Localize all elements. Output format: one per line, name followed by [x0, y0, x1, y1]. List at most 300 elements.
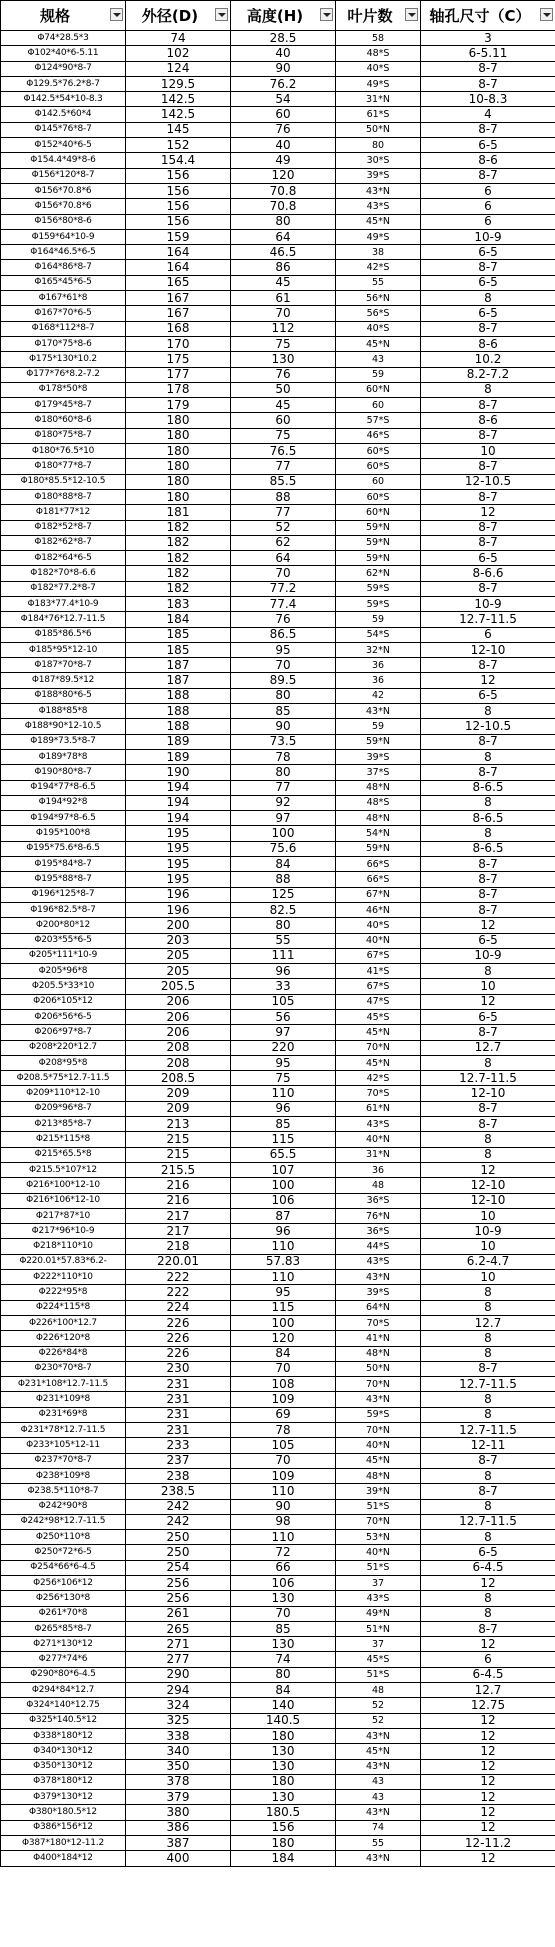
cell-spec[interactable]: Φ152*40*6-5	[1, 138, 126, 153]
cell-outer-diameter[interactable]: 231	[126, 1392, 231, 1407]
cell-height[interactable]: 115	[231, 1300, 336, 1315]
cell-outer-diameter[interactable]: 256	[126, 1591, 231, 1606]
cell-blade-count[interactable]: 37*S	[336, 765, 421, 780]
cell-spec[interactable]: Φ294*84*12.7	[1, 1683, 126, 1698]
cell-shaft-hole[interactable]: 8-6.5	[421, 841, 555, 856]
cell-height[interactable]: 110	[231, 1530, 336, 1545]
filter-dropdown-icon[interactable]	[540, 8, 553, 21]
cell-blade-count[interactable]: 70*S	[336, 1086, 421, 1101]
cell-height[interactable]: 77.2	[231, 581, 336, 596]
cell-spec[interactable]: Φ156*70.8*6	[1, 199, 126, 214]
cell-height[interactable]: 84	[231, 857, 336, 872]
cell-outer-diameter[interactable]: 231	[126, 1407, 231, 1422]
cell-blade-count[interactable]: 66*S	[336, 857, 421, 872]
cell-spec[interactable]: Φ215*115*8	[1, 1132, 126, 1147]
cell-blade-count[interactable]: 67*S	[336, 948, 421, 963]
cell-blade-count[interactable]: 60*N	[336, 382, 421, 397]
cell-height[interactable]: 66	[231, 1560, 336, 1575]
cell-spec[interactable]: Φ226*100*12.7	[1, 1315, 126, 1330]
cell-shaft-hole[interactable]: 6	[421, 1652, 555, 1667]
cell-outer-diameter[interactable]: 215.5	[126, 1162, 231, 1177]
cell-shaft-hole[interactable]: 12	[421, 918, 555, 933]
cell-height[interactable]: 70	[231, 1361, 336, 1376]
cell-spec[interactable]: Φ222*95*8	[1, 1285, 126, 1300]
cell-height[interactable]: 74	[231, 1652, 336, 1667]
cell-outer-diameter[interactable]: 129.5	[126, 76, 231, 91]
cell-shaft-hole[interactable]: 12	[421, 505, 555, 520]
cell-outer-diameter[interactable]: 156	[126, 168, 231, 183]
cell-spec[interactable]: Φ182*64*6-5	[1, 551, 126, 566]
cell-blade-count[interactable]: 43*N	[336, 1851, 421, 1866]
cell-blade-count[interactable]: 39*S	[336, 168, 421, 183]
cell-height[interactable]: 57.83	[231, 1254, 336, 1269]
cell-shaft-hole[interactable]: 12.7-11.5	[421, 1377, 555, 1392]
cell-shaft-hole[interactable]: 6-5	[421, 933, 555, 948]
cell-blade-count[interactable]: 43*N	[336, 1392, 421, 1407]
cell-shaft-hole[interactable]: 12	[421, 1713, 555, 1728]
cell-height[interactable]: 70	[231, 306, 336, 321]
cell-spec[interactable]: Φ290*80*6-4.5	[1, 1667, 126, 1682]
cell-spec[interactable]: Φ208*220*12.7	[1, 1040, 126, 1055]
cell-height[interactable]: 40	[231, 138, 336, 153]
cell-outer-diameter[interactable]: 181	[126, 505, 231, 520]
cell-spec[interactable]: Φ124*90*8-7	[1, 61, 126, 76]
cell-spec[interactable]: Φ217*87*10	[1, 1208, 126, 1223]
cell-spec[interactable]: Φ194*92*8	[1, 795, 126, 810]
cell-blade-count[interactable]: 40*N	[336, 1438, 421, 1453]
cell-shaft-hole[interactable]: 8-6.5	[421, 811, 555, 826]
cell-shaft-hole[interactable]: 10-9	[421, 1224, 555, 1239]
cell-shaft-hole[interactable]: 6-5.11	[421, 46, 555, 61]
cell-height[interactable]: 180.5	[231, 1805, 336, 1820]
cell-height[interactable]: 45	[231, 275, 336, 290]
cell-height[interactable]: 95	[231, 642, 336, 657]
cell-height[interactable]: 64	[231, 229, 336, 244]
cell-blade-count[interactable]: 54*N	[336, 826, 421, 841]
cell-height[interactable]: 65.5	[231, 1147, 336, 1162]
cell-height[interactable]: 46.5	[231, 245, 336, 260]
cell-shaft-hole[interactable]: 6	[421, 627, 555, 642]
cell-outer-diameter[interactable]: 182	[126, 535, 231, 550]
cell-blade-count[interactable]: 43*N	[336, 1805, 421, 1820]
cell-shaft-hole[interactable]: 12.7-11.5	[421, 1514, 555, 1529]
cell-height[interactable]: 130	[231, 352, 336, 367]
cell-height[interactable]: 115	[231, 1132, 336, 1147]
cell-blade-count[interactable]: 48*N	[336, 1346, 421, 1361]
cell-blade-count[interactable]: 48*N	[336, 780, 421, 795]
cell-spec[interactable]: Φ182*77.2*8-7	[1, 581, 126, 596]
cell-blade-count[interactable]: 59	[336, 719, 421, 734]
cell-shaft-hole[interactable]: 8	[421, 704, 555, 719]
cell-spec[interactable]: Φ180*88*8-7	[1, 489, 126, 504]
cell-spec[interactable]: Φ142.5*60*4	[1, 107, 126, 122]
cell-spec[interactable]: Φ378*180*12	[1, 1774, 126, 1789]
cell-blade-count[interactable]: 56*N	[336, 291, 421, 306]
cell-blade-count[interactable]: 36	[336, 1162, 421, 1177]
cell-spec[interactable]: Φ195*75.6*8-6.5	[1, 841, 126, 856]
cell-spec[interactable]: Φ164*86*8-7	[1, 260, 126, 275]
cell-shaft-hole[interactable]: 8-7	[421, 76, 555, 91]
cell-height[interactable]: 78	[231, 749, 336, 764]
cell-shaft-hole[interactable]: 6-5	[421, 138, 555, 153]
cell-outer-diameter[interactable]: 184	[126, 612, 231, 627]
cell-height[interactable]: 156	[231, 1820, 336, 1835]
cell-outer-diameter[interactable]: 209	[126, 1101, 231, 1116]
cell-height[interactable]: 98	[231, 1514, 336, 1529]
cell-spec[interactable]: Φ220.01*57.83*6.2-	[1, 1254, 126, 1269]
cell-blade-count[interactable]: 49*S	[336, 76, 421, 91]
cell-height[interactable]: 84	[231, 1346, 336, 1361]
cell-blade-count[interactable]: 57*S	[336, 413, 421, 428]
cell-shaft-hole[interactable]: 8	[421, 1606, 555, 1621]
cell-spec[interactable]: Φ74*28.5*3	[1, 31, 126, 46]
cell-height[interactable]: 96	[231, 1101, 336, 1116]
cell-height[interactable]: 75	[231, 336, 336, 351]
cell-blade-count[interactable]: 48	[336, 1178, 421, 1193]
cell-blade-count[interactable]: 37	[336, 1575, 421, 1590]
cell-outer-diameter[interactable]: 224	[126, 1300, 231, 1315]
cell-shaft-hole[interactable]: 10-9	[421, 229, 555, 244]
cell-shaft-hole[interactable]: 8-7	[421, 734, 555, 749]
cell-spec[interactable]: Φ231*108*12.7-11.5	[1, 1377, 126, 1392]
cell-outer-diameter[interactable]: 177	[126, 367, 231, 382]
cell-blade-count[interactable]: 31*N	[336, 92, 421, 107]
cell-shaft-hole[interactable]: 12	[421, 1820, 555, 1835]
cell-shaft-hole[interactable]: 8-7	[421, 1484, 555, 1499]
cell-spec[interactable]: Φ217*96*10-9	[1, 1224, 126, 1239]
cell-blade-count[interactable]: 43*N	[336, 704, 421, 719]
cell-shaft-hole[interactable]: 8-6	[421, 413, 555, 428]
cell-shaft-hole[interactable]: 12	[421, 1728, 555, 1743]
cell-outer-diameter[interactable]: 167	[126, 291, 231, 306]
cell-spec[interactable]: Φ206*56*6-5	[1, 1010, 126, 1025]
cell-blade-count[interactable]: 43*S	[336, 199, 421, 214]
cell-outer-diameter[interactable]: 378	[126, 1774, 231, 1789]
cell-shaft-hole[interactable]: 12-10.5	[421, 474, 555, 489]
cell-blade-count[interactable]: 51*N	[336, 1621, 421, 1636]
cell-blade-count[interactable]: 43*S	[336, 1591, 421, 1606]
cell-height[interactable]: 45	[231, 398, 336, 413]
cell-blade-count[interactable]: 39*N	[336, 1484, 421, 1499]
cell-spec[interactable]: Φ145*76*8-7	[1, 122, 126, 137]
cell-height[interactable]: 69	[231, 1407, 336, 1422]
cell-outer-diameter[interactable]: 205	[126, 948, 231, 963]
cell-spec[interactable]: Φ180*77*8-7	[1, 459, 126, 474]
cell-shaft-hole[interactable]: 12	[421, 1744, 555, 1759]
cell-shaft-hole[interactable]: 12.75	[421, 1698, 555, 1713]
cell-spec[interactable]: Φ189*73.5*8-7	[1, 734, 126, 749]
cell-blade-count[interactable]: 43	[336, 1790, 421, 1805]
cell-shaft-hole[interactable]: 8-7	[421, 1117, 555, 1132]
cell-shaft-hole[interactable]: 12	[421, 994, 555, 1009]
cell-height[interactable]: 110	[231, 1484, 336, 1499]
cell-outer-diameter[interactable]: 180	[126, 459, 231, 474]
cell-shaft-hole[interactable]: 8	[421, 1285, 555, 1300]
cell-shaft-hole[interactable]: 6-5	[421, 275, 555, 290]
cell-blade-count[interactable]: 42*S	[336, 1071, 421, 1086]
cell-shaft-hole[interactable]: 12.7-11.5	[421, 612, 555, 627]
cell-shaft-hole[interactable]: 8-7	[421, 1101, 555, 1116]
cell-shaft-hole[interactable]: 12.7-11.5	[421, 1071, 555, 1086]
cell-outer-diameter[interactable]: 195	[126, 841, 231, 856]
cell-spec[interactable]: Φ184*76*12.7-11.5	[1, 612, 126, 627]
cell-shaft-hole[interactable]: 6-5	[421, 688, 555, 703]
cell-outer-diameter[interactable]: 180	[126, 428, 231, 443]
cell-spec[interactable]: Φ237*70*8-7	[1, 1453, 126, 1468]
cell-spec[interactable]: Φ265*85*8-7	[1, 1621, 126, 1636]
cell-outer-diameter[interactable]: 179	[126, 398, 231, 413]
cell-height[interactable]: 62	[231, 535, 336, 550]
cell-outer-diameter[interactable]: 180	[126, 474, 231, 489]
cell-outer-diameter[interactable]: 187	[126, 658, 231, 673]
cell-height[interactable]: 110	[231, 1239, 336, 1254]
cell-height[interactable]: 96	[231, 964, 336, 979]
cell-outer-diameter[interactable]: 205	[126, 964, 231, 979]
cell-height[interactable]: 77	[231, 780, 336, 795]
cell-shaft-hole[interactable]: 8	[421, 1331, 555, 1346]
cell-spec[interactable]: Φ178*50*8	[1, 382, 126, 397]
cell-outer-diameter[interactable]: 195	[126, 857, 231, 872]
cell-height[interactable]: 100	[231, 1315, 336, 1330]
cell-height[interactable]: 96	[231, 1224, 336, 1239]
cell-outer-diameter[interactable]: 242	[126, 1514, 231, 1529]
cell-shaft-hole[interactable]: 8-6	[421, 153, 555, 168]
cell-shaft-hole[interactable]: 8	[421, 1499, 555, 1514]
cell-blade-count[interactable]: 60	[336, 398, 421, 413]
cell-shaft-hole[interactable]: 12	[421, 673, 555, 688]
cell-height[interactable]: 100	[231, 826, 336, 841]
cell-blade-count[interactable]: 30*S	[336, 153, 421, 168]
cell-blade-count[interactable]: 67*S	[336, 979, 421, 994]
cell-height[interactable]: 80	[231, 688, 336, 703]
cell-spec[interactable]: Φ250*110*8	[1, 1530, 126, 1545]
cell-blade-count[interactable]: 49*S	[336, 229, 421, 244]
cell-height[interactable]: 180	[231, 1836, 336, 1851]
cell-height[interactable]: 80	[231, 918, 336, 933]
cell-blade-count[interactable]: 45*S	[336, 1010, 421, 1025]
cell-blade-count[interactable]: 49*N	[336, 1606, 421, 1621]
cell-outer-diameter[interactable]: 208.5	[126, 1071, 231, 1086]
cell-spec[interactable]: Φ242*90*8	[1, 1499, 126, 1514]
cell-height[interactable]: 70.8	[231, 183, 336, 198]
cell-spec[interactable]: Φ177*76*8.2-7.2	[1, 367, 126, 382]
cell-outer-diameter[interactable]: 206	[126, 1010, 231, 1025]
cell-outer-diameter[interactable]: 226	[126, 1346, 231, 1361]
cell-outer-diameter[interactable]: 102	[126, 46, 231, 61]
cell-shaft-hole[interactable]: 12-10	[421, 1086, 555, 1101]
cell-shaft-hole[interactable]: 6-5	[421, 1545, 555, 1560]
cell-spec[interactable]: Φ386*156*12	[1, 1820, 126, 1835]
cell-height[interactable]: 120	[231, 1331, 336, 1346]
cell-outer-diameter[interactable]: 250	[126, 1545, 231, 1560]
cell-shaft-hole[interactable]: 10	[421, 1239, 555, 1254]
cell-shaft-hole[interactable]: 12-11.2	[421, 1836, 555, 1851]
cell-blade-count[interactable]: 41*S	[336, 964, 421, 979]
cell-spec[interactable]: Φ400*184*12	[1, 1851, 126, 1866]
cell-shaft-hole[interactable]: 8-7	[421, 168, 555, 183]
cell-blade-count[interactable]: 40*N	[336, 1132, 421, 1147]
cell-blade-count[interactable]: 60*S	[336, 459, 421, 474]
cell-spec[interactable]: Φ254*66*6-4.5	[1, 1560, 126, 1575]
cell-blade-count[interactable]: 46*S	[336, 428, 421, 443]
cell-height[interactable]: 109	[231, 1468, 336, 1483]
cell-shaft-hole[interactable]: 8-7	[421, 872, 555, 887]
cell-height[interactable]: 76	[231, 612, 336, 627]
filter-dropdown-icon[interactable]	[320, 8, 333, 21]
cell-blade-count[interactable]: 60*S	[336, 489, 421, 504]
cell-height[interactable]: 80	[231, 1667, 336, 1682]
cell-height[interactable]: 77	[231, 505, 336, 520]
cell-height[interactable]: 105	[231, 994, 336, 1009]
cell-spec[interactable]: Φ195*100*8	[1, 826, 126, 841]
cell-shaft-hole[interactable]: 8-7	[421, 489, 555, 504]
cell-shaft-hole[interactable]: 12.7	[421, 1315, 555, 1330]
cell-height[interactable]: 76.5	[231, 444, 336, 459]
cell-outer-diameter[interactable]: 338	[126, 1728, 231, 1743]
cell-blade-count[interactable]: 59*S	[336, 1407, 421, 1422]
cell-blade-count[interactable]: 59*N	[336, 734, 421, 749]
cell-shaft-hole[interactable]: 12.7-11.5	[421, 1423, 555, 1438]
cell-outer-diameter[interactable]: 226	[126, 1331, 231, 1346]
cell-outer-diameter[interactable]: 142.5	[126, 107, 231, 122]
cell-shaft-hole[interactable]: 8-7	[421, 535, 555, 550]
cell-height[interactable]: 180	[231, 1774, 336, 1789]
cell-spec[interactable]: Φ231*69*8	[1, 1407, 126, 1422]
cell-outer-diameter[interactable]: 168	[126, 321, 231, 336]
cell-outer-diameter[interactable]: 189	[126, 734, 231, 749]
cell-blade-count[interactable]: 59	[336, 612, 421, 627]
cell-spec[interactable]: Φ167*61*8	[1, 291, 126, 306]
cell-height[interactable]: 125	[231, 887, 336, 902]
cell-blade-count[interactable]: 48*S	[336, 46, 421, 61]
cell-outer-diameter[interactable]: 208	[126, 1040, 231, 1055]
cell-blade-count[interactable]: 64*N	[336, 1300, 421, 1315]
cell-blade-count[interactable]: 60	[336, 474, 421, 489]
cell-blade-count[interactable]: 43*N	[336, 1270, 421, 1285]
cell-outer-diameter[interactable]: 215	[126, 1147, 231, 1162]
cell-shaft-hole[interactable]: 12-10	[421, 1178, 555, 1193]
cell-shaft-hole[interactable]: 12-10	[421, 642, 555, 657]
cell-shaft-hole[interactable]: 8-7	[421, 61, 555, 76]
cell-outer-diameter[interactable]: 222	[126, 1270, 231, 1285]
cell-height[interactable]: 92	[231, 795, 336, 810]
cell-blade-count[interactable]: 36	[336, 673, 421, 688]
cell-spec[interactable]: Φ142.5*54*10-8.3	[1, 92, 126, 107]
cell-blade-count[interactable]: 50*N	[336, 1361, 421, 1376]
cell-height[interactable]: 95	[231, 1055, 336, 1070]
cell-blade-count[interactable]: 48*N	[336, 811, 421, 826]
cell-outer-diameter[interactable]: 164	[126, 245, 231, 260]
cell-height[interactable]: 76	[231, 122, 336, 137]
cell-shaft-hole[interactable]: 8-6.5	[421, 780, 555, 795]
cell-spec[interactable]: Φ325*140.5*12	[1, 1713, 126, 1728]
cell-blade-count[interactable]: 45*N	[336, 1055, 421, 1070]
cell-outer-diameter[interactable]: 324	[126, 1698, 231, 1713]
cell-outer-diameter[interactable]: 387	[126, 1836, 231, 1851]
cell-shaft-hole[interactable]: 8-7	[421, 1361, 555, 1376]
cell-spec[interactable]: Φ218*110*10	[1, 1239, 126, 1254]
cell-shaft-hole[interactable]: 8-7	[421, 658, 555, 673]
cell-blade-count[interactable]: 70*N	[336, 1377, 421, 1392]
cell-shaft-hole[interactable]: 8-6	[421, 336, 555, 351]
cell-shaft-hole[interactable]: 8	[421, 964, 555, 979]
cell-outer-diameter[interactable]: 230	[126, 1361, 231, 1376]
cell-blade-count[interactable]: 59*N	[336, 841, 421, 856]
cell-outer-diameter[interactable]: 380	[126, 1805, 231, 1820]
cell-height[interactable]: 75	[231, 1071, 336, 1086]
cell-height[interactable]: 90	[231, 719, 336, 734]
cell-outer-diameter[interactable]: 180	[126, 489, 231, 504]
cell-shaft-hole[interactable]: 8-7	[421, 459, 555, 474]
cell-height[interactable]: 40	[231, 46, 336, 61]
cell-blade-count[interactable]: 48*N	[336, 1468, 421, 1483]
cell-height[interactable]: 75.6	[231, 841, 336, 856]
cell-blade-count[interactable]: 40*N	[336, 1545, 421, 1560]
cell-outer-diameter[interactable]: 250	[126, 1530, 231, 1545]
cell-shaft-hole[interactable]: 8-7	[421, 857, 555, 872]
cell-outer-diameter[interactable]: 379	[126, 1790, 231, 1805]
cell-blade-count[interactable]: 45*N	[336, 1025, 421, 1040]
cell-spec[interactable]: Φ203*55*6-5	[1, 933, 126, 948]
cell-spec[interactable]: Φ250*72*6-5	[1, 1545, 126, 1560]
cell-height[interactable]: 130	[231, 1790, 336, 1805]
cell-blade-count[interactable]: 70*N	[336, 1423, 421, 1438]
cell-outer-diameter[interactable]: 185	[126, 642, 231, 657]
cell-height[interactable]: 33	[231, 979, 336, 994]
cell-outer-diameter[interactable]: 180	[126, 413, 231, 428]
cell-blade-count[interactable]: 43*N	[336, 183, 421, 198]
cell-outer-diameter[interactable]: 277	[126, 1652, 231, 1667]
cell-outer-diameter[interactable]: 145	[126, 122, 231, 137]
cell-height[interactable]: 107	[231, 1162, 336, 1177]
cell-spec[interactable]: Φ182*70*8-6.6	[1, 566, 126, 581]
cell-spec[interactable]: Φ215.5*107*12	[1, 1162, 126, 1177]
cell-spec[interactable]: Φ179*45*8-7	[1, 398, 126, 413]
cell-shaft-hole[interactable]: 6-4.5	[421, 1667, 555, 1682]
cell-spec[interactable]: Φ188*90*12-10.5	[1, 719, 126, 734]
cell-shaft-hole[interactable]: 12	[421, 1575, 555, 1590]
cell-height[interactable]: 90	[231, 61, 336, 76]
cell-outer-diameter[interactable]: 196	[126, 902, 231, 917]
cell-blade-count[interactable]: 59*N	[336, 535, 421, 550]
cell-spec[interactable]: Φ167*70*6-5	[1, 306, 126, 321]
cell-blade-count[interactable]: 47*S	[336, 994, 421, 1009]
cell-shaft-hole[interactable]: 12.7	[421, 1683, 555, 1698]
cell-outer-diameter[interactable]: 178	[126, 382, 231, 397]
cell-height[interactable]: 70	[231, 1606, 336, 1621]
cell-height[interactable]: 85	[231, 1117, 336, 1132]
cell-spec[interactable]: Φ195*84*8-7	[1, 857, 126, 872]
cell-blade-count[interactable]: 41*N	[336, 1331, 421, 1346]
cell-blade-count[interactable]: 36*S	[336, 1193, 421, 1208]
cell-shaft-hole[interactable]: 6-5	[421, 306, 555, 321]
cell-height[interactable]: 140.5	[231, 1713, 336, 1728]
cell-outer-diameter[interactable]: 170	[126, 336, 231, 351]
cell-spec[interactable]: Φ324*140*12.75	[1, 1698, 126, 1713]
cell-spec[interactable]: Φ189*78*8	[1, 749, 126, 764]
cell-blade-count[interactable]: 38	[336, 245, 421, 260]
cell-blade-count[interactable]: 43*N	[336, 1759, 421, 1774]
cell-blade-count[interactable]: 43*S	[336, 1254, 421, 1269]
cell-shaft-hole[interactable]: 10	[421, 1208, 555, 1223]
cell-shaft-hole[interactable]: 4	[421, 107, 555, 122]
cell-spec[interactable]: Φ208*95*8	[1, 1055, 126, 1070]
cell-blade-count[interactable]: 40*S	[336, 918, 421, 933]
cell-blade-count[interactable]: 59*S	[336, 581, 421, 596]
cell-outer-diameter[interactable]: 124	[126, 61, 231, 76]
cell-outer-diameter[interactable]: 208	[126, 1055, 231, 1070]
cell-outer-diameter[interactable]: 194	[126, 795, 231, 810]
